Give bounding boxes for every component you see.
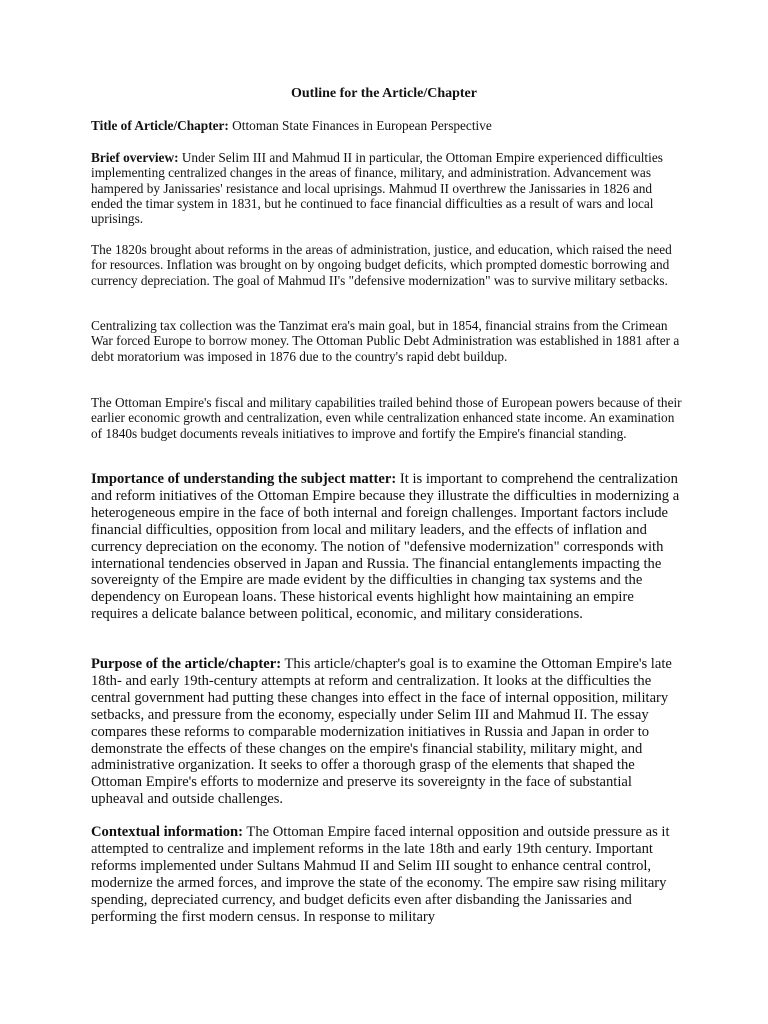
overview-paragraph-2: The 1820s brought about reforms in the areas of administration, justice, and education, which raised the need for resources. Inflation was brought on by ongoing budget deficits, which prompted domestic borrowing and currency depreciation. The goal of Mahmud II's "defensive modernization" was to survive military setbacks. [91,242,672,288]
purpose-label: Purpose of the article/chapter: [91,656,282,672]
importance-text: It is important to comprehend the centralization and reform initiatives of the Ottoman Empire because they illustrate the difficulties in modernizing a heterogeneous empire in the face of both internal and foreign challenges. Important factors include financial difficulties, opposition from local and military leaders, and the effects of inflation and currency depreciation on the economy. The notion of "defensive modernization" corresponds with international tendencies observed in Japan and Russia. The financial entanglements impacting the sovereignty of the Empire are made evident by the difficulties in changing tax systems and the dependency on European loans. These historical events highlight how maintaining an empire requires a delicate balance between political, economic, and military considerations. [91,471,680,623]
purpose-text: This article/chapter's goal is to examine the Ottoman Empire's late 18th- and early 19th-century attempts at reform and centralization. It looks at the difficulties the central government had putting these changes into effect in the face of internal opposition, military setbacks, and pressure from the economy, especially under Selim III and Mahmud II. The essay compares these reforms to comparable modernization initiatives in Russia and Japan in order to demonstrate the effects of these changes on the empire's financial stability, military might, and administrative organization. It seeks to offer a thorough grasp of the elements that shaped the Ottoman Empire's efforts to modernize and preserve its sovereignty in the face of substantial upheaval and outside challenges. [91,656,672,808]
document-title: Outline for the Article/Chapter [291,86,477,101]
importance-paragraph [91,471,683,623]
overview-text-1: Under Selim III and Mahmud II in particular, the Ottoman Empire experienced difficulties implementing centralized changes in the areas of finance, military, and administration. Advancement was hampered by Janissaries' resistance and local uprisings. Mahmud II overthrew the Janissaries in 1826 and ended the timar system in 1831, but he continued to face financial difficulties as a result of wars and local uprisings. [91,150,663,227]
context-text: The Ottoman Empire faced internal opposition and outside pressure as it attempted to centralize and implement reforms in the late 18th and early 19th century. Important reforms implemented under Sultans Mahmud II and Selim III sought to enhance central control, modernize the armed forces, and improve the state of the economy. The empire saw rising military spending, depreciated currency, and budget deficits even after disbanding the Janissaries and performing the first modern census. In response to military [91,824,670,925]
article-title-line [91,118,683,133]
purpose-paragraph [91,656,683,808]
overview-paragraph-3: Centralizing tax collection was the Tanzimat era's main goal, but in 1854, financial strains from the Crimean War forced Europe to borrow money. The Ottoman Public Debt Administration was established in 1881 after a debt moratorium was imposed in 1876 due to the country's rapid debt buildup. [91,318,680,364]
article-title-label: Title of Article/Chapter: [91,118,229,133]
context-paragraph [91,824,683,925]
overview-label: Brief overview: [91,150,179,165]
context-label: Contextual information: [91,824,244,840]
overview-paragraph-4: The Ottoman Empire's fiscal and military capabilities trailed behind those of European powers because of their earlier economic growth and centralization, even while centralization enhanced state income. An examination of 1840s budget documents reveals initiatives to improve and fortify the Empire's financial standing. [91,395,682,441]
article-title-text: Ottoman State Finances in European Perspective [228,118,492,133]
importance-label: Importance of understanding the subject matter: [91,471,397,487]
overview-paragraph-1 [91,150,683,226]
